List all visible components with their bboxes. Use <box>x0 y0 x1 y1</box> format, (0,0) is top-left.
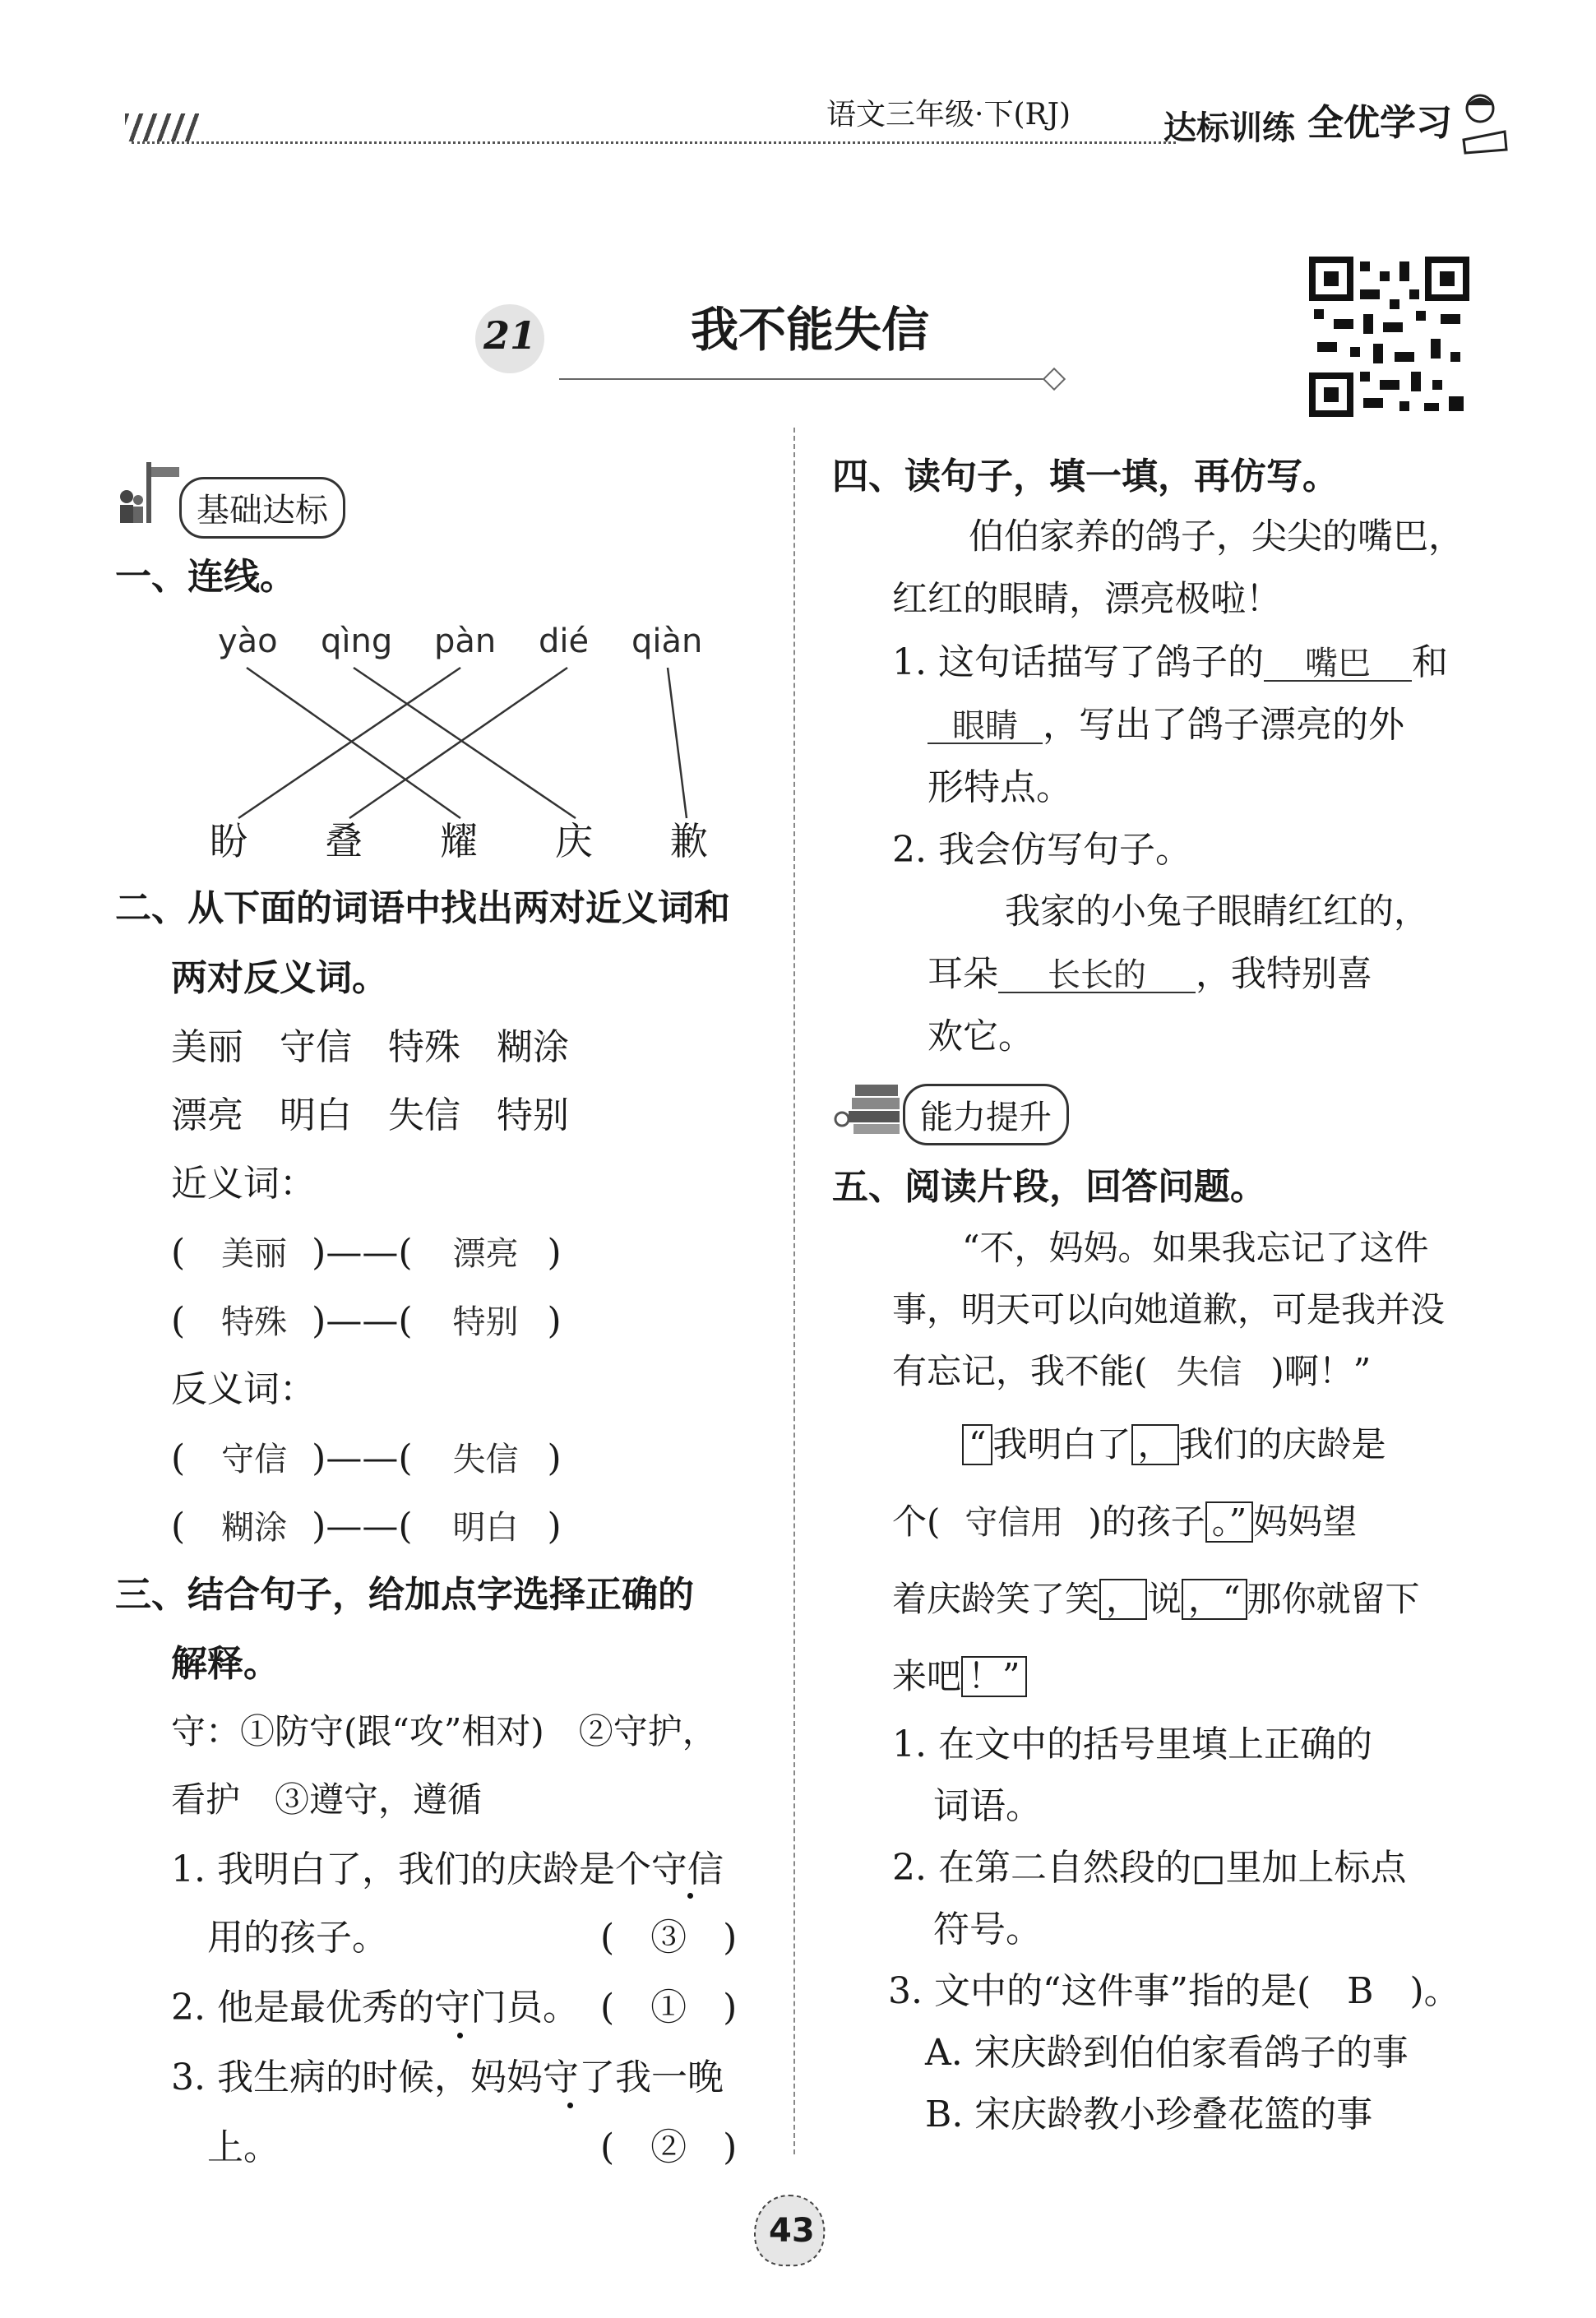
pinyin-3: pàn <box>434 622 497 660</box>
q3-item1-line1: 1. 我明白了，我们的庆龄是个守信 <box>171 1848 724 1890</box>
page-number: 43 <box>769 2212 815 2250</box>
q5-item2-line2: 符号。 <box>933 1909 1042 1950</box>
punct-box-4[interactable]: ， <box>1099 1579 1147 1620</box>
q3-item3-line2: 上。 <box>207 2126 280 2168</box>
q3-item2-answer: ( ① ) <box>600 1987 738 2029</box>
pair-2-b: 特别 <box>452 1303 519 1341</box>
antonym-label: 反义词： <box>171 1368 316 1410</box>
q4-item1-line1: 1. 这句话描写了鸽子的 嘴巴 和 <box>892 641 1448 683</box>
pinyin-4: dié <box>539 622 590 660</box>
char-1: 盼 <box>210 819 247 863</box>
char-3: 耀 <box>440 819 478 863</box>
match-line-die <box>349 668 567 818</box>
synonym-label: 近义词： <box>171 1163 316 1205</box>
q3-item3-line1: 3. 我生病的时候，妈妈守了我一晚 <box>171 2057 724 2098</box>
q5-item3: 3. 文中的“这件事”指的是( B )。 <box>888 1970 1460 2012</box>
pair-row-2: ( 特殊 )——( 特别 ) <box>171 1300 562 1342</box>
q4-sentence-line2: 红红的眼睛，漂亮极啦！ <box>892 579 1281 620</box>
pair-3-a: 守信 <box>221 1441 288 1478</box>
punct-box-6[interactable]: ！” <box>961 1656 1026 1697</box>
section-badge-advanced: 能力提升 <box>903 1084 1069 1145</box>
q2-words-row1: 美丽 守信 特殊 糊涂 <box>171 1026 569 1068</box>
punct-box-2[interactable]: ， <box>1131 1424 1179 1465</box>
punct-box-3[interactable]: 。” <box>1205 1501 1253 1543</box>
pair-row-1: ( 美丽 )——( 漂亮 ) <box>171 1232 562 1274</box>
q3-item3-answer: ( ② ) <box>600 2126 738 2168</box>
q4-title: 四、读句子，填一填，再仿写。 <box>832 456 1339 497</box>
pair-row-3: ( 守信 )——( 失信 ) <box>171 1437 562 1479</box>
pair-1-a: 美丽 <box>221 1235 288 1273</box>
char-5: 歉 <box>670 819 708 863</box>
q5-item2-line1: 2. 在第二自然段的□里加上标点 <box>892 1847 1407 1889</box>
q3-title-line1: 三、结合句子，给加点字选择正确的 <box>115 1574 694 1616</box>
blank-eyes: 眼睛 <box>928 710 1043 744</box>
punct-box-5[interactable]: ，“ <box>1182 1579 1247 1620</box>
q3-item1-answer: ( ③ ) <box>600 1917 738 1959</box>
q5-p2-line2: 个( 守信用 )的孩子 。” 妈妈望 <box>892 1501 1358 1542</box>
pinyin-5: qiàn <box>631 622 703 660</box>
books-icon <box>830 1073 909 1139</box>
emphasis-dot <box>567 2103 573 2108</box>
q5-item1-line2: 词语。 <box>933 1785 1042 1827</box>
q5-p2-line1: “ 我明白了 ， 我们的庆龄是 <box>962 1424 1386 1465</box>
q3-def-line1: 守：①防守(跟“攻”相对) ②守护， <box>171 1711 717 1751</box>
q2-title-line1: 二、从下面的词语中找出两对近义词和 <box>115 887 730 929</box>
blank-mouth: 嘴巴 <box>1264 647 1412 682</box>
pair-1-b: 漂亮 <box>452 1235 519 1273</box>
q4-item2: 2. 我会仿写句子。 <box>892 829 1191 871</box>
q4-sentence-line1: 伯伯家养的鸽子，尖尖的嘴巴， <box>969 516 1464 558</box>
emphasis-dot <box>457 2033 463 2038</box>
q4-item1-line3: 形特点。 <box>928 766 1072 808</box>
q4-item2-line2: 耳朵 长长的 ，我特别喜 <box>928 954 1372 995</box>
q5-p2-line4: 来吧 ！” <box>892 1656 1027 1697</box>
pinyin-1: yào <box>218 622 278 660</box>
q4-item1-line2: 眼睛 ，写出了鸽子漂亮的外 <box>928 707 1404 744</box>
match-line-qing <box>354 668 576 818</box>
brand-logo: 全优学习 <box>1307 102 1452 144</box>
lesson-number: 21 <box>483 313 537 358</box>
blank-ears: 长长的 <box>998 959 1196 993</box>
series-name: 达标训练 <box>1163 109 1295 147</box>
q3-title-line2: 解释。 <box>171 1643 280 1685</box>
char-2: 叠 <box>325 819 363 863</box>
pair-4-a: 糊涂 <box>221 1509 288 1547</box>
q5-option-b: B. 宋庆龄教小珍叠花篮的事 <box>925 2094 1373 2135</box>
q4-item2-line3: 欢它。 <box>928 1016 1034 1057</box>
q5-option-a: A. 宋庆龄到伯伯家看鸽子的事 <box>925 2032 1409 2074</box>
q5-title: 五、阅读片段，回答问题。 <box>832 1166 1266 1208</box>
fill-shouxinyong: 守信用 <box>965 1504 1064 1542</box>
q5-p1-line3: 有忘记，我不能( 失信 )啊！” <box>892 1351 1372 1391</box>
q3-def-line2: 看护 ③遵守，遵循 <box>171 1779 483 1820</box>
q5-p2-line3: 着庆龄笑了笑 ， 说 ，“ 那你就留下 <box>892 1579 1420 1619</box>
emphasis-dot <box>687 1893 693 1899</box>
q5-p1-line1: “不，妈妈。如果我忘记了这件 <box>962 1228 1429 1268</box>
pair-4-b: 明白 <box>452 1509 519 1547</box>
match-line-qian <box>668 668 687 818</box>
q2-words-row2: 漂亮 明白 失信 特别 <box>171 1094 569 1136</box>
lesson-title: 我不能失信 <box>691 302 930 358</box>
char-4: 庆 <box>555 819 593 863</box>
pinyin-2: qìng <box>321 622 393 660</box>
fill-shixin: 失信 <box>1176 1353 1242 1391</box>
q5-item1-line1: 1. 在文中的括号里填上正确的 <box>892 1723 1372 1765</box>
q1-title: 一、连线。 <box>115 556 296 598</box>
punct-box-1[interactable]: “ <box>962 1424 992 1465</box>
pair-2-a: 特殊 <box>221 1303 288 1341</box>
q3-item1-line2: 用的孩子。 <box>207 1917 388 1959</box>
q4-item2-line1: 我家的小兔子眼睛红红的， <box>1005 891 1429 932</box>
pair-row-4: ( 糊涂 )——( 明白 ) <box>171 1506 562 1548</box>
q5-p1-line2: 事，明天可以向她道歉，可是我并没 <box>892 1289 1446 1330</box>
q3-item2: 2. 他是最优秀的守门员。 <box>171 1987 579 2029</box>
book-info: 语文三年级·下(RJ) <box>826 98 1071 132</box>
q2-title-line2: 两对反义词。 <box>171 957 388 999</box>
section-badge-basic: 基础达标 <box>179 477 345 539</box>
pair-3-b: 失信 <box>452 1441 519 1478</box>
